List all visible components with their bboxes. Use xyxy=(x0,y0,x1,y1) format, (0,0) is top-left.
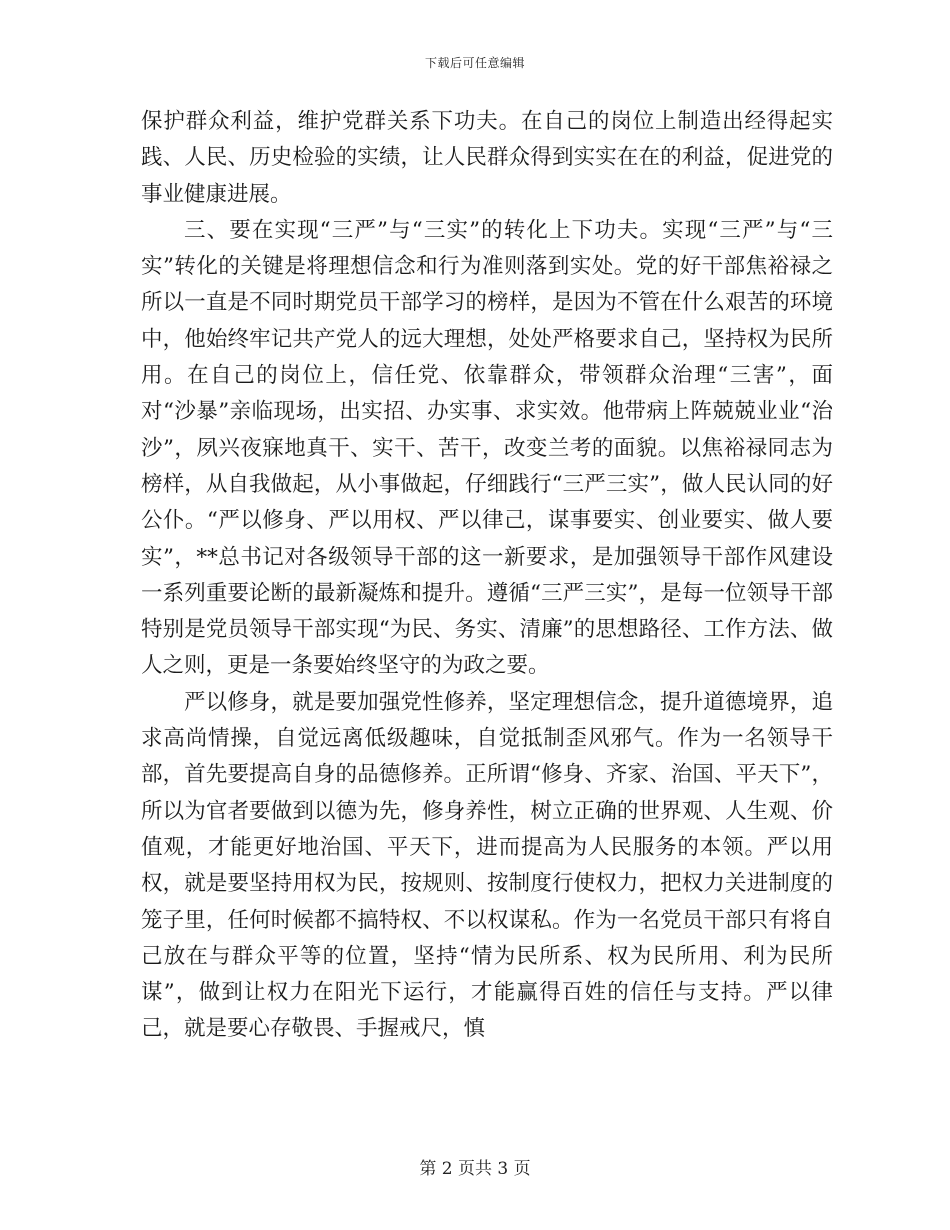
paragraph-strict-self-cultivation: 严以修身，就是要加强党性修养，坚定理想信念，提升道德境界，追求高尚情操，自觉远离低级趣味，自觉抵制歪风邪气。作为一名领导干部，首先要提高自身的品德修养。正所谓“修身、齐家、治国、平天下”，所以为官者要做到以德为先，修身养性，树立正确的世界观、人生观、价值观，才能更好地治国、平天下，进而提高为人民服务的本领。严以用权，就是要坚持用权为民，按规则、按制度行使权力，把权力关进制度的笼子里，任何时候都不搞特权、不以权谋私。作为一名党员干部只有将自己放在与群众平等的位置，坚持“情为民所系、权为民所用、利为民所谋”，做到让权力在阳光下运行，才能赢得百姓的信任与支持。严以律己，就是要心存敬畏、手握戒尺，慎 xyxy=(141,689,833,1042)
document-body xyxy=(141,104,833,1048)
paragraph-section-three: 三、要在实现“三严”与“三实”的转化上下功夫。实现“三严”与“三实”转化的关键是将理想信念和行为准则落到实处。党的好干部焦裕禄之所以一直是不同时期党员干部学习的榜样，是因为不管在什么艰苦的环境中，他始终牢记共产党人的远大理想，处处严格要求自己，坚持权为民所用。在自己的岗位上，信任党、依靠群众，带领群众治理“三害”，面对“沙暴”亲临现场，出实招、办实事、求实效。他带病上阵兢兢业业“治沙”，夙兴夜寐地真干、实干、苦干，改变兰考的面貌。以焦裕禄同志为榜样，从自我做起，从小事做起，仔细践行“三严三实”，做人民认同的好公仆。“严以修身、严以用权、严以律己，谋事要实、创业要实、做人要实”，**总书记对各级领导干部的这一新要求，是加强领导干部作风建设一系列重要论断的最新凝炼和提升。遵循“三严三实”，是每一位领导干部特别是党员领导干部实现“为民、务实、清廉”的思想路径、工作方法、做人之则，更是一条要始终坚守的为政之要。 xyxy=(141,217,833,679)
page-footer: 第 2 页共 3 页 xyxy=(419,1159,531,1179)
paragraph-continuation: 保护群众利益，维护党群关系下功夫。在自己的岗位上制造出经得起实践、人民、历史检验的实绩，让人民群众得到实实在在的利益，促进党的事业健康进展。 xyxy=(141,109,833,207)
page-header: 下载后可任意编辑 xyxy=(424,56,525,70)
